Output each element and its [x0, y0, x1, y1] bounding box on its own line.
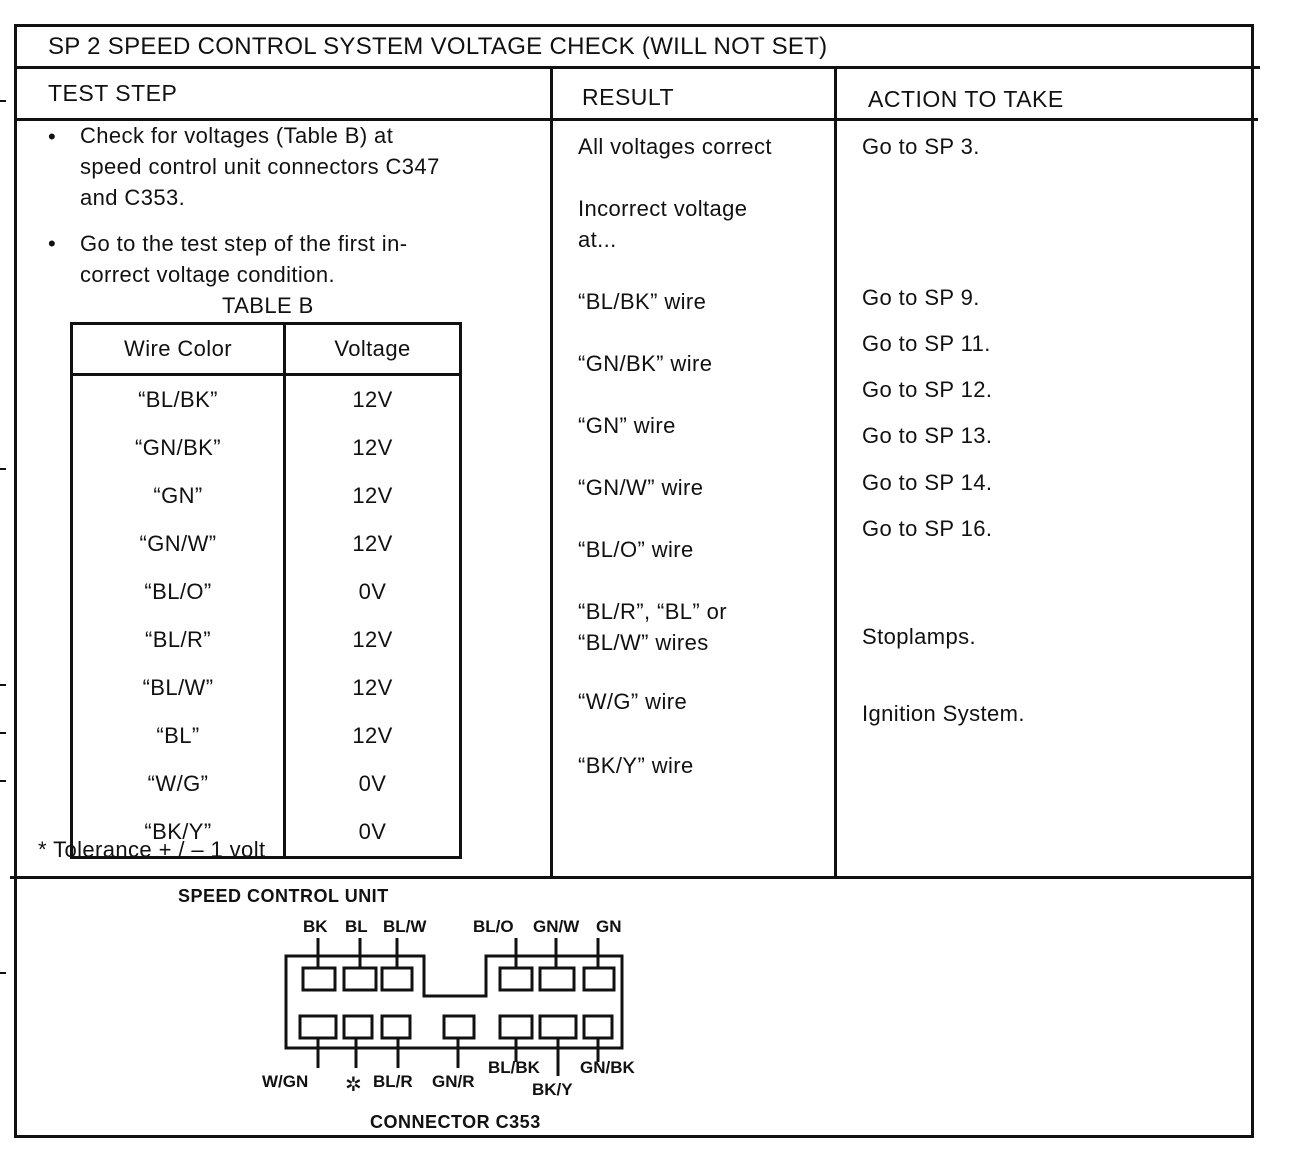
column-divider-2	[834, 66, 837, 878]
wire-color-cell: “BL/R”	[72, 616, 285, 664]
pin-label-gn: GN	[596, 917, 622, 936]
pin-label-bl-o: BL/O	[473, 917, 514, 936]
table-row	[72, 472, 461, 520]
pin-label-w-gn: W/GN	[262, 1072, 309, 1091]
connector-c353-diagram	[270, 938, 650, 1078]
title-divider	[14, 66, 1260, 69]
table-row	[72, 568, 461, 616]
result-gn-w: “GN/W” wire	[578, 475, 704, 500]
margin-tick	[0, 972, 6, 974]
voltage-cell: 12V	[352, 627, 393, 652]
table-row	[72, 760, 461, 808]
table-row	[72, 712, 461, 760]
action-stoplamps: Stoplamps.	[862, 624, 977, 649]
test-step-instruction-1: Check for voltages (Table B) at speed control unit connectors C347 and C353.	[80, 123, 440, 210]
action-ignition: Ignition System.	[862, 701, 1025, 726]
pin-label-bl-r: BL/R	[373, 1072, 413, 1091]
margin-tick	[0, 468, 6, 470]
test-step-instruction-2: Go to the test step of the first in- correct voltage condition.	[80, 231, 408, 287]
voltage-cell: 12V	[352, 723, 393, 748]
pin-label-bl-bk: BL/BK	[488, 1058, 540, 1077]
result-gn-bk: “GN/BK” wire	[578, 351, 713, 376]
result-bk-y: “BK/Y” wire	[578, 753, 694, 778]
wire-color-cell: “BL/W”	[72, 664, 285, 712]
voltage-cell: 0V	[358, 579, 387, 604]
speed-control-unit-label: SPEED CONTROL UNIT	[178, 886, 389, 906]
pin-label-gn-r: GN/R	[432, 1072, 475, 1091]
col-header-voltage: Voltage	[285, 324, 461, 375]
action-go-sp3: Go to SP 3.	[862, 134, 980, 159]
voltage-cell: 12V	[352, 675, 393, 700]
margin-tick	[0, 684, 6, 686]
action-go-sp12: Go to SP 12.	[862, 377, 993, 402]
margin-tick	[0, 732, 6, 734]
pin-label-bk: BK	[303, 917, 328, 936]
bullet-dot: •	[48, 231, 56, 256]
result-gn: “GN” wire	[578, 413, 676, 438]
connector-label: CONNECTOR C353	[370, 1112, 541, 1132]
wire-color-cell: “W/G”	[72, 760, 285, 808]
diagram-divider	[10, 876, 1254, 879]
result-all-correct: All voltages correct	[578, 134, 772, 159]
action-go-sp14: Go to SP 14.	[862, 470, 993, 495]
wire-color-cell: “GN/W”	[72, 520, 285, 568]
bullet-dot: •	[48, 124, 56, 149]
pin-label-gn-w: GN/W	[533, 917, 580, 936]
table-row	[72, 424, 461, 472]
pin-label-gn-bk: GN/BK	[580, 1058, 635, 1077]
header-test-step: TEST STEP	[48, 80, 178, 106]
voltage-cell: 0V	[358, 771, 387, 796]
wire-color-cell: “GN/BK”	[72, 424, 285, 472]
pin-label-bl-w: BL/W	[383, 917, 427, 936]
voltage-cell: 12V	[352, 531, 393, 556]
tolerance-note: * Tolerance + / – 1 volt	[38, 837, 266, 862]
action-go-sp11: Go to SP 11.	[862, 331, 991, 356]
table-row	[72, 616, 461, 664]
result-bl-o: “BL/O” wire	[578, 537, 694, 562]
result-bl-r-bl-blw: “BL/R”, “BL” or “BL/W” wires	[578, 599, 728, 655]
voltage-cell: 12V	[352, 483, 393, 508]
header-result: RESULT	[582, 84, 675, 110]
wire-color-cell: “GN”	[72, 472, 285, 520]
voltage-table	[70, 322, 462, 859]
table-row	[72, 664, 461, 712]
table-row	[72, 520, 461, 568]
header-action: ACTION TO TAKE	[868, 86, 1064, 112]
margin-tick	[0, 100, 6, 102]
voltage-cell: 12V	[352, 435, 393, 460]
action-go-sp13: Go to SP 13.	[862, 423, 993, 448]
wire-color-cell: “BL/O”	[72, 568, 285, 616]
wire-color-cell: “BL”	[72, 712, 285, 760]
result-bl-bk: “BL/BK” wire	[578, 289, 707, 314]
margin-tick	[0, 780, 6, 782]
voltage-cell: 0V	[358, 819, 387, 844]
wire-color-cell: “BL/BK”	[72, 375, 285, 425]
column-divider-1	[550, 66, 553, 878]
asterisk-icon: ✲	[345, 1074, 362, 1096]
page-title: SP 2 SPEED CONTROL SYSTEM VOLTAGE CHECK (WILL NOT SET)	[48, 33, 828, 60]
pin-label-bl: BL	[345, 917, 368, 936]
table-title: TABLE B	[222, 293, 314, 318]
wire-color-cell: “BK/Y”	[72, 808, 285, 858]
voltage-cell: 12V	[352, 387, 393, 412]
result-incorrect-voltage: Incorrect voltage at...	[578, 196, 748, 252]
col-header-wire-color: Wire Color	[72, 324, 285, 375]
action-go-sp9: Go to SP 9.	[862, 285, 980, 310]
pin-label-bk-y: BK/Y	[532, 1080, 573, 1099]
table-row	[72, 375, 461, 425]
action-go-sp16: Go to SP 16.	[862, 516, 993, 541]
result-w-g: “W/G” wire	[578, 689, 688, 714]
